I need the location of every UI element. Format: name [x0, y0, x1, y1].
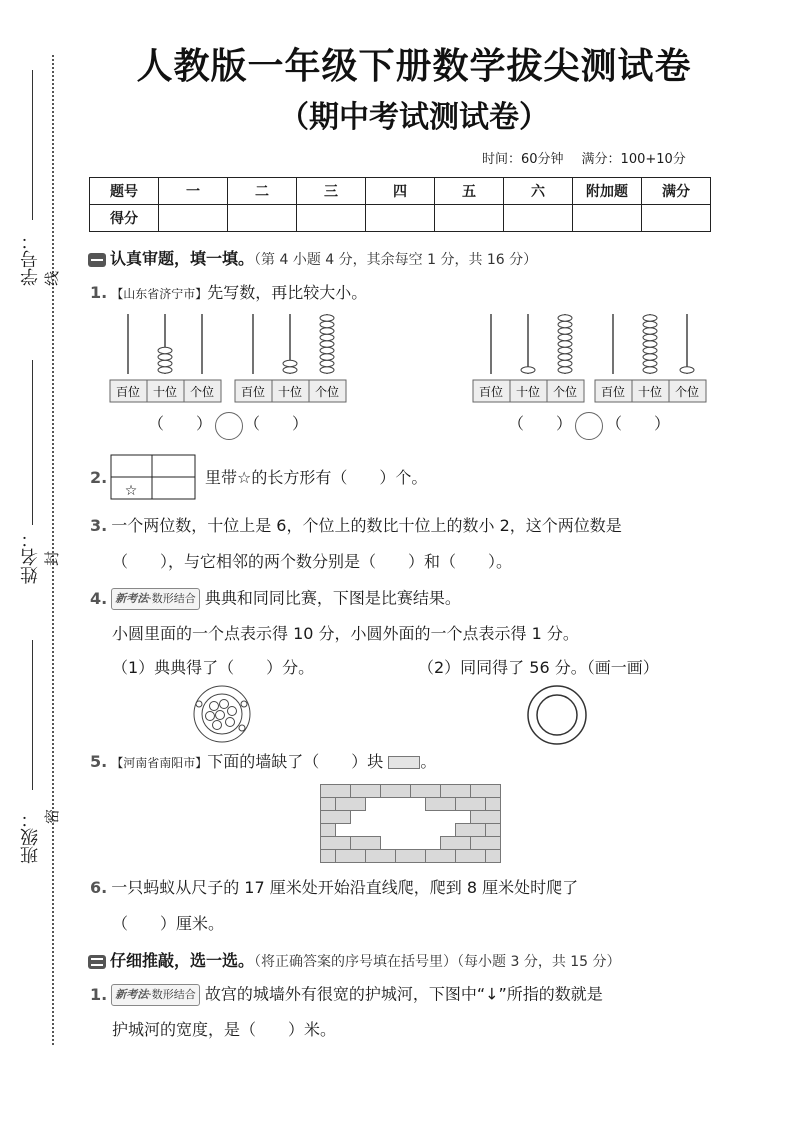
abacus-bead	[558, 347, 572, 353]
score-header-cell: 五	[435, 178, 504, 205]
full-score: 满分：100+10分	[581, 152, 686, 167]
abacus-place-label: 十位	[637, 385, 663, 399]
score-header-cell: 附加题	[573, 178, 642, 205]
brick-icon	[388, 756, 420, 769]
wall-brick	[351, 837, 381, 850]
abacus	[473, 314, 584, 402]
abacus-bead	[158, 360, 172, 366]
question-5: 5. 【河南省南阳市】下面的墙缺了（ ）块 。	[90, 752, 437, 771]
score-header-cell: 六	[504, 178, 573, 205]
abacus-place-label: 百位	[240, 385, 266, 399]
score-header-cell: 一	[159, 178, 228, 205]
new-method-badge: 新考法·数形结合	[111, 588, 200, 610]
q3-line2: （ ），与它相邻的两个数分别是（ ）和（ ）。	[112, 552, 513, 571]
abacus-bead	[320, 341, 334, 347]
score-header-cell: 二	[228, 178, 297, 205]
q2-text: 里带☆的长方形有（ ）个。	[205, 468, 428, 487]
abacus-bead	[283, 360, 297, 366]
q4-sub2: （2）同同得了 56 分。（画一画）	[418, 658, 659, 677]
abacus-bead	[521, 367, 535, 373]
q1-compare-right-2: （ ）	[606, 414, 671, 433]
diandian-dots-figure	[192, 684, 252, 744]
abacus-bead	[680, 367, 694, 373]
score-table	[89, 177, 711, 232]
wall-brick	[471, 837, 501, 850]
question-4: 4. 新考法·数形结合 典典和同同比赛，下图是比赛结果。	[90, 588, 461, 610]
abacus-bead	[558, 341, 572, 347]
wall-brick	[366, 850, 396, 863]
wall-brick	[321, 824, 336, 837]
abacus-bead	[558, 334, 572, 340]
question-2: 2.	[90, 468, 108, 487]
abacus	[595, 314, 706, 402]
score-header-cell: 三	[297, 178, 366, 205]
abacus-bead	[558, 321, 572, 327]
wall-brick	[456, 850, 486, 863]
section-2-number-icon	[88, 955, 106, 969]
wall-brick	[321, 798, 336, 811]
abacus-bead	[158, 367, 172, 373]
q1-compare-left: （ ）	[148, 414, 213, 433]
banji-label: 班级：	[20, 810, 41, 864]
score-header-cell: 四	[366, 178, 435, 205]
brick-wall-figure	[320, 784, 502, 864]
question-1: 1. 【山东省济宁市】先写数，再比较大小。	[90, 283, 368, 302]
wall-brick	[426, 850, 456, 863]
wall-brick	[441, 785, 471, 798]
wall-brick	[321, 811, 351, 824]
page-subtitle: （期中考试测试卷）	[279, 100, 549, 135]
abacus-bead	[158, 354, 172, 360]
wall-brick	[336, 798, 366, 811]
abacus-place-label: 十位	[277, 385, 303, 399]
wall-brick	[471, 785, 501, 798]
q1-compare-right: （ ）	[508, 414, 573, 433]
star-icon: ☆	[124, 483, 138, 499]
abacus-bead	[320, 321, 334, 327]
abacus-group	[105, 308, 715, 408]
feng-mark: 封	[43, 550, 62, 567]
section-1-header: 认真审题，填一填。（第 4 小题 4 分，其余每空 1 分，共 16 分）	[88, 246, 537, 269]
wall-brick	[351, 785, 381, 798]
wall-brick	[381, 785, 411, 798]
abacus-bead	[283, 367, 297, 373]
wall-brick	[321, 850, 336, 863]
abacus-bead	[320, 334, 334, 340]
score-cell[interactable]	[642, 205, 711, 232]
abacus-bead	[158, 347, 172, 353]
abacus-bead	[643, 347, 657, 353]
q6-line2: （ ）厘米。	[112, 914, 225, 933]
banji-underline	[32, 640, 34, 790]
compare-circle-right[interactable]	[575, 412, 603, 440]
score-cell[interactable]	[366, 205, 435, 232]
wall-brick	[471, 811, 501, 824]
abacus	[235, 314, 346, 402]
abacus-place-label: 个位	[189, 385, 215, 399]
compare-circle-left[interactable]	[215, 412, 243, 440]
score-header-cell: 满分	[642, 178, 711, 205]
xingming-label: 姓名：	[20, 530, 41, 584]
abacus-place-label: 个位	[552, 385, 578, 399]
tongtong-drawing-figure[interactable]	[526, 684, 588, 746]
question-6: 6. 一只蚂蚁从尺子的 17 厘米处开始沿直线爬，爬到 8 厘米处时爬了	[90, 878, 579, 897]
abacus-bead	[643, 334, 657, 340]
wall-brick	[486, 798, 501, 811]
wall-brick	[456, 824, 486, 837]
section-2-q1-line2: 护城河的宽度，是（ ）米。	[112, 1020, 337, 1039]
abacus-bead	[643, 328, 657, 334]
time-limit: 时间：60分钟	[482, 152, 564, 167]
wall-brick	[321, 785, 351, 798]
abacus-bead	[558, 367, 572, 373]
q4-sub1: （1）典典得了（ ）分。	[112, 658, 315, 677]
abacus-place-label: 十位	[152, 385, 178, 399]
section-1-number-icon	[88, 253, 106, 267]
abacus-bead	[320, 360, 334, 366]
score-cell[interactable]	[573, 205, 642, 232]
abacus-bead	[320, 354, 334, 360]
abacus-bead	[320, 328, 334, 334]
score-cell[interactable]	[228, 205, 297, 232]
wall-brick	[411, 785, 441, 798]
abacus-bead	[558, 315, 572, 321]
abacus-bead	[320, 347, 334, 353]
wall-brick	[456, 798, 486, 811]
abacus-bead	[643, 360, 657, 366]
score-cell[interactable]	[297, 205, 366, 232]
abacus-bead	[643, 315, 657, 321]
q1-compare-left-2: （ ）	[244, 414, 309, 433]
exam-meta	[482, 148, 704, 167]
abacus-bead	[643, 367, 657, 373]
new-method-badge: 新考法·数形结合	[111, 984, 200, 1006]
section-2-header: 仔细推敲，选一选。（将正确答案的序号填在括号里）（每小题 3 分，共 15 分）	[88, 948, 621, 971]
abacus-place-label: 百位	[478, 385, 504, 399]
abacus-place-label: 百位	[600, 385, 626, 399]
abacus-bead	[643, 354, 657, 360]
wall-brick	[441, 837, 471, 850]
abacus-place-label: 百位	[115, 385, 141, 399]
wall-brick	[396, 850, 426, 863]
abacus-place-label: 十位	[515, 385, 541, 399]
score-cell[interactable]	[159, 205, 228, 232]
xingming-underline	[32, 360, 34, 525]
wall-brick	[426, 798, 456, 811]
wall-brick	[336, 850, 366, 863]
abacus-bead	[320, 367, 334, 373]
abacus-bead	[558, 328, 572, 334]
section-2-question-1: 1. 新考法·数形结合 故宫的城墙外有很宽的护城河，下图中“↓”所指的数就是	[90, 984, 603, 1006]
score-cell[interactable]	[435, 205, 504, 232]
abacus-place-label: 个位	[314, 385, 340, 399]
page-title: 人教版一年级下册数学拔尖测试卷	[136, 45, 692, 87]
question-3: 3. 一个两位数，十位上是 6，个位上的数比十位上的数小 2，这个两位数是	[90, 516, 622, 535]
rectangle-figure	[110, 454, 198, 502]
score-header-cell: 题号	[90, 178, 159, 205]
abacus-place-label: 个位	[674, 385, 700, 399]
abacus-bead	[558, 360, 572, 366]
wall-brick	[321, 837, 351, 850]
abacus-bead	[558, 354, 572, 360]
score-row-label: 得分	[90, 205, 159, 232]
score-cell[interactable]	[504, 205, 573, 232]
wall-brick	[486, 850, 501, 863]
abacus-bead	[643, 341, 657, 347]
abacus	[110, 314, 221, 402]
xian-mark: 线	[43, 270, 62, 287]
abacus-bead	[320, 315, 334, 321]
xuehao-label: 学号：	[20, 232, 41, 286]
q4-line2: 小圆里面的一个点表示得 10 分，小圆外面的一个点表示得 1 分。	[112, 624, 579, 643]
mi-mark: 密	[43, 808, 62, 825]
abacus-bead	[643, 321, 657, 327]
wall-brick	[486, 824, 501, 837]
